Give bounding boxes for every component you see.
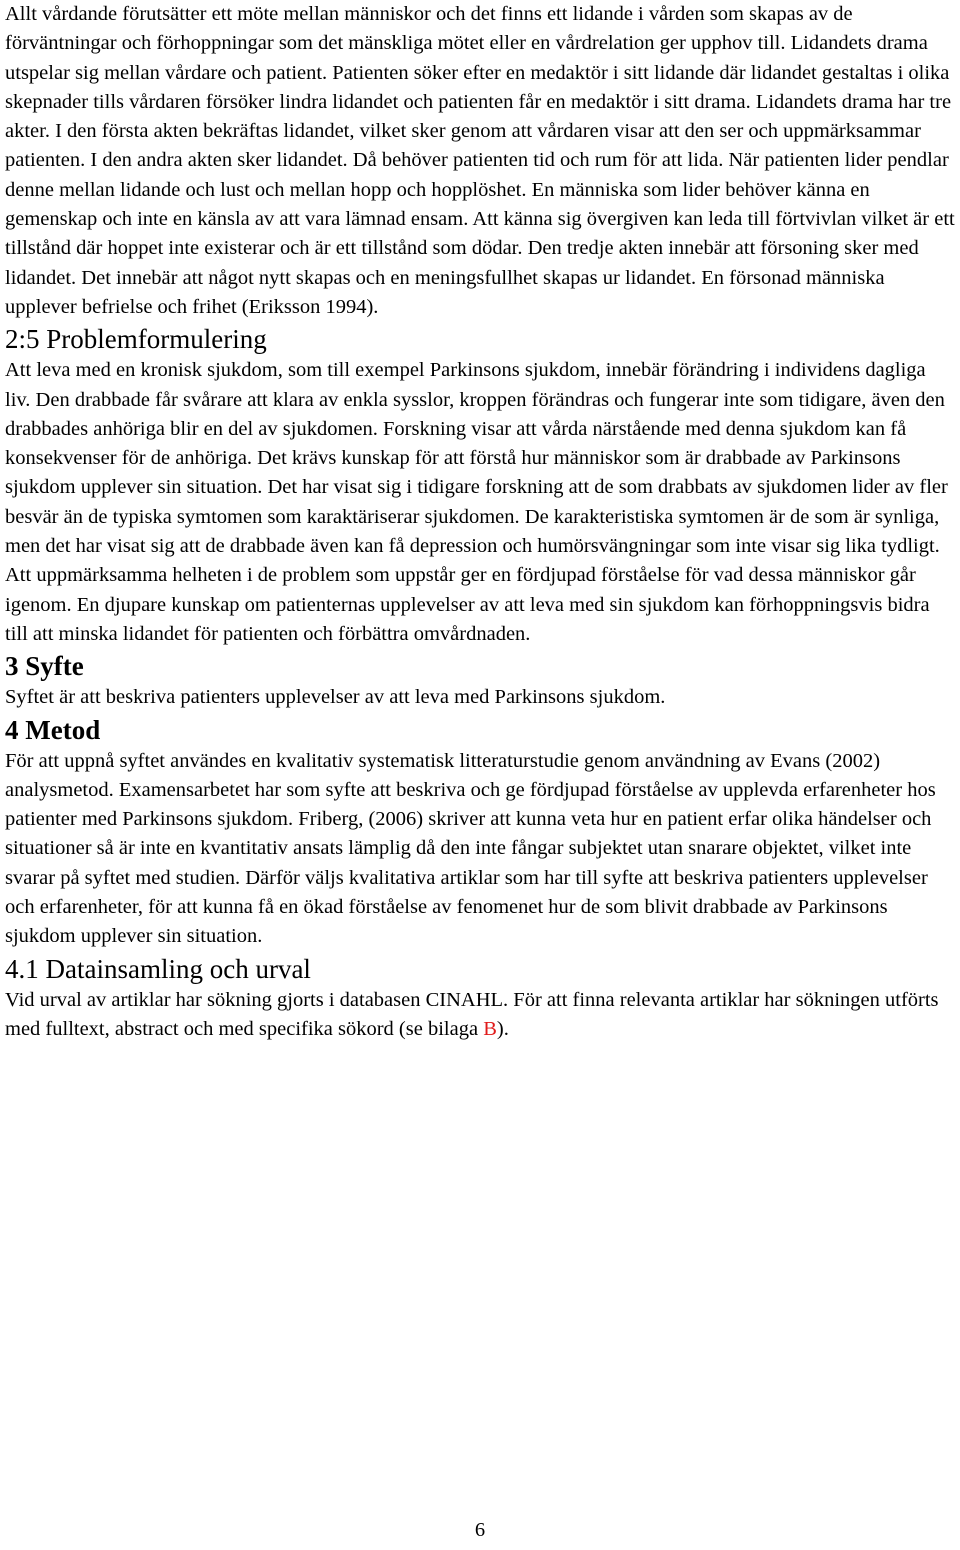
document-body (5, 0, 955, 1044)
section-heading-syfte: 3 Syfte (5, 651, 84, 682)
section-heading-datainsamling: 4.1 Datainsamling och urval (5, 953, 311, 984)
syfte-paragraph: Syftet är att beskriva patienters upplevelser av att leva med Parkinsons sjukdom. (5, 686, 666, 709)
bilaga-b-link[interactable]: B (483, 1017, 497, 1040)
section-heading-metod: 4 Metod (5, 714, 101, 745)
datainsamling-text-before: Vid urval av artiklar har sökning gjorts i databasen CINAHL. För att finna relevanta artiklar har sökningen utförts med fulltext, abstract och med specifika sökord (se bilaga (5, 988, 939, 1040)
page-number: 6 (474, 1519, 486, 1541)
metod-paragraph: För att uppnå syftet användes en kvalitativ systematisk litteraturstudie genom användning av Evans (2002) analysmetod. Examensarbetet har som syfte att beskriva och ge fördjupad förståelse av upplevda erfarenheter hos patienter med Parkinsons sjukdom. Friberg, (2006) skriver att kunna veta hur en patient erfar olika händelser och situationer så är inte en kvantitativ ansats lämplig då den inte fångar subjektet utan snarare objektet, vilket inte svarar på syftet med studien. Därför väljs kvalitativa artiklar som har till syfte att beskriva patienters upplevelser och erfarenheter, för att kunna få en ökad förståelse av fenomenet hur de som blivit drabbade av Parkinsons sjukdom upplever sin situation. (5, 749, 936, 948)
datainsamling-text-after: ). (496, 1017, 509, 1040)
section-heading-problemformulering: 2:5 Problemformulering (5, 324, 267, 355)
problemformulering-paragraph: Att leva med en kronisk sjukdom, som till exempel Parkinsons sjukdom, innebär förändring i individens dagliga liv. Den drabbade får svårare att klara av enkla sysslor, kroppen förändras och fungerar inte som tidigare, även den drabbades anhöriga blir en del av sjukdomen. Forskning visar att vårda närstående med denna sjukdom kan få konsekvenser för de anhöriga. Det krävs kunskap för att förstå hur människor som är drabbade av Parkinsons sjukdom upplever sin situation. Det har visat sig i tidigare forskning att de som drabbats av sjukdomen lider av fler besvär än de typiska symtomen som karaktäriserar sjukdomen. De karakteristiska symtomen är de som är synliga, men det har visat sig att de drabbade även kan få depression och humörsvängningar som inte visar sig lika tydligt. Att uppmärksamma helheten i de problem som uppstår ger en fördjupad förståelse för vad dessa människor går igenom. En djupare kunskap om patienternas upplevelser av att leva med sin sjukdom kan förhoppningsvis bidra till att minska lidandet för patienten och förbättra omvårdnaden. (5, 359, 948, 645)
intro-paragraph: Allt vårdande förutsätter ett möte mellan människor och det finns ett lidande i vården som skapas av de förväntningar och förhoppningar som det mänskliga mötet eller en vårdrelation ger upphov till. Lidandets drama utspelar sig mellan vårdare och patient. Patienten söker efter en medaktör i sitt lidande där lidandet gestaltas i olika skepnader tills vårdaren försöker lindra lidandet och patienten får en medaktör i sitt drama. Lidandets drama har tre akter. I den första akten bekräftas lidandet, vilket sker genom att vårdaren visar att den ser och uppmärksammar patienten. I den andra akten sker lidandet. Då behöver patienten tid och rum för att lida. När patienten lider pendlar denne mellan lidande och lust och mellan hopp och hopplöshet. En människa som lider behöver känna en gemenskap och inte en känsla av att vara lämnad ensam. Att känna sig övergiven kan leda till förtvivlan vilket är ett tillstånd där hoppet inte existerar och är ett tillstånd som dödar. Den tredje akten innebär att försoning sker med lidandet. Det innebär att något nytt skapas och en meningsfullhet skapas ur lidandet. En försonad människa upplever befrielse och frihet (Eriksson 1994). (5, 3, 955, 318)
datainsamling-paragraph (5, 986, 955, 1045)
